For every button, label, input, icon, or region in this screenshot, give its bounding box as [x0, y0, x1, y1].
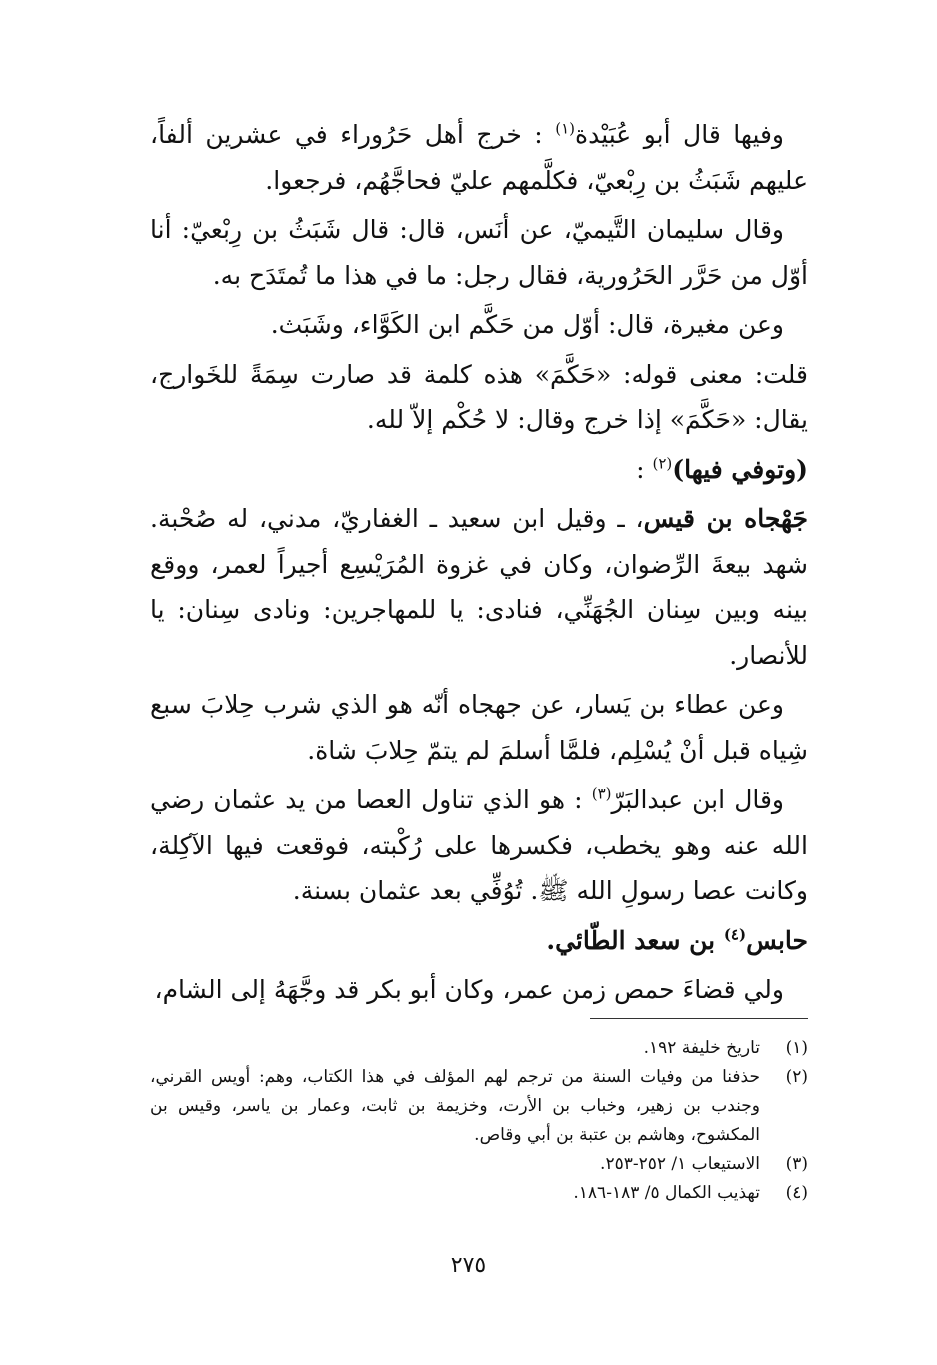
paragraph-habis: ولي قضاءَ حمص زمن عمر، وكان أبو بكر قد وجَّهَهُ إلى الشام،: [154, 975, 784, 1004]
footnote-text: تاريخ خليفة ١٩٢.: [643, 1038, 760, 1058]
footnote-ref-3[interactable]: (٣): [591, 784, 612, 803]
paragraph-abu-ubayda: [150, 112, 808, 203]
page-number: ٢٧٥: [450, 1253, 487, 1278]
paragraph-text: وقال ابن عبدالبَرّ: [611, 785, 784, 814]
footnote-number: (٢): [785, 1067, 808, 1087]
section-heading-deaths: [150, 447, 808, 493]
footnote-3: [150, 1150, 808, 1179]
paragraph-sulayman: وقال سليمان التَّيميّ، عن أنَس، قال: قال شَبَثُ بن رِبْعيّ: أنا أوّل من حَرَّر الحَرُورية، فقال رجل: ما في هذا ما تُمتَدَح به.: [150, 215, 808, 290]
paragraph-text: وفيها قال أبو عُبَيْدة: [575, 120, 785, 149]
entry-heading-habis: [150, 918, 808, 964]
paragraph-text: : هو الذي تناول العصا من يد عثمان رضي الله عنه وهو يخطب، فكسرها على رُكْبته، فوقعت فيها الآكِلة، وكانت عصا رسولِ الله ﷺ. تُوُفِّي بعد عثمان بسنة.: [150, 785, 808, 905]
heading-suffix: :: [636, 454, 653, 484]
entry-name: جَهْجاه بن قيس: [643, 504, 808, 533]
footnote-1: [150, 1034, 808, 1063]
paragraph-mughira: وعن مغيرة، قال: أوّل من حَكَّم ابن الكَوَّاء، وشَبَث.: [270, 310, 784, 339]
paragraph-text: ، ـ وقيل ابن سعيد ـ الغفاريّ، مدني، له صُحْبة. شهد بيعةَ الرِّضوان، وكان في غزوة المُرَيْسِع أجيراً لعمر، ووقع بينه وبين سِنان الجُهَنِّي، فنادى: يا للمهاجرين: ونادى سِنان: يا للأنصار.: [150, 504, 808, 670]
paragraph-ata: وعن عطاء بن يَسار، عن جهجاه أنّه هو الذي شرب حِلابَ سبع شِياه قبل أنْ يُسْلِم، فلمَّا أسلمَ لم يتمّ حِلابَ شاة.: [150, 690, 808, 765]
footnote-text: الاستيعاب ١/ ٢٥٢-٢٥٣.: [600, 1154, 760, 1174]
footnote-ref-2[interactable]: (٢): [652, 454, 673, 473]
paragraph-ibn-abdalbarr: [150, 777, 808, 914]
paragraph-jahjah: [150, 496, 808, 678]
footnote-divider: [590, 1018, 808, 1019]
entry-name-rest: بن سعد الطّائي.: [546, 925, 724, 955]
footnote-number: (٣): [785, 1154, 808, 1174]
footnote-ref-1[interactable]: (١): [555, 119, 575, 138]
footnote-text: تهذيب الكمال ٥/ ١٨٣-١٨٦.: [573, 1183, 760, 1203]
entry-name: حابس: [746, 925, 808, 955]
footnote-text: حذفنا من وفيات السنة من ترجم لهم المؤلف في هذا الكتاب، وهم: أويس القرني، وجندب بن زهير، وخباب بن الأرت، وخزيمة بن ثابت، وعمار بن ياسر، وقيس بن المكشوح، وهاشم بن عتبة بن أبي وقاص.: [150, 1067, 760, 1145]
paragraph-text: : خرج أهل حَرُوراء في عشرين ألفاً، عليهم شَبَثُ بن رِبْعيّ، فكلَّمهم عليّ فحاجَّهُم، فرجعوا.: [150, 120, 808, 195]
footnote-number: (٤): [785, 1183, 808, 1203]
footnote-4: [150, 1179, 808, 1208]
footnote-ref-4[interactable]: (٤): [723, 925, 747, 944]
heading-text: (وتوفي فيها): [672, 454, 808, 484]
paragraph-commentary: قلت: معنى قوله: «حَكَّمَ» هذه كلمة قد صارت سِمَةً للخَوارج، يقال: «حَكَّمَ» إذا خرج وقال: لا حُكْم إلاّ لله.: [150, 359, 808, 434]
footnote-2: [150, 1063, 808, 1150]
footnote-number: (١): [785, 1038, 808, 1058]
main-text: [150, 112, 808, 1017]
footnotes: [150, 1034, 808, 1208]
